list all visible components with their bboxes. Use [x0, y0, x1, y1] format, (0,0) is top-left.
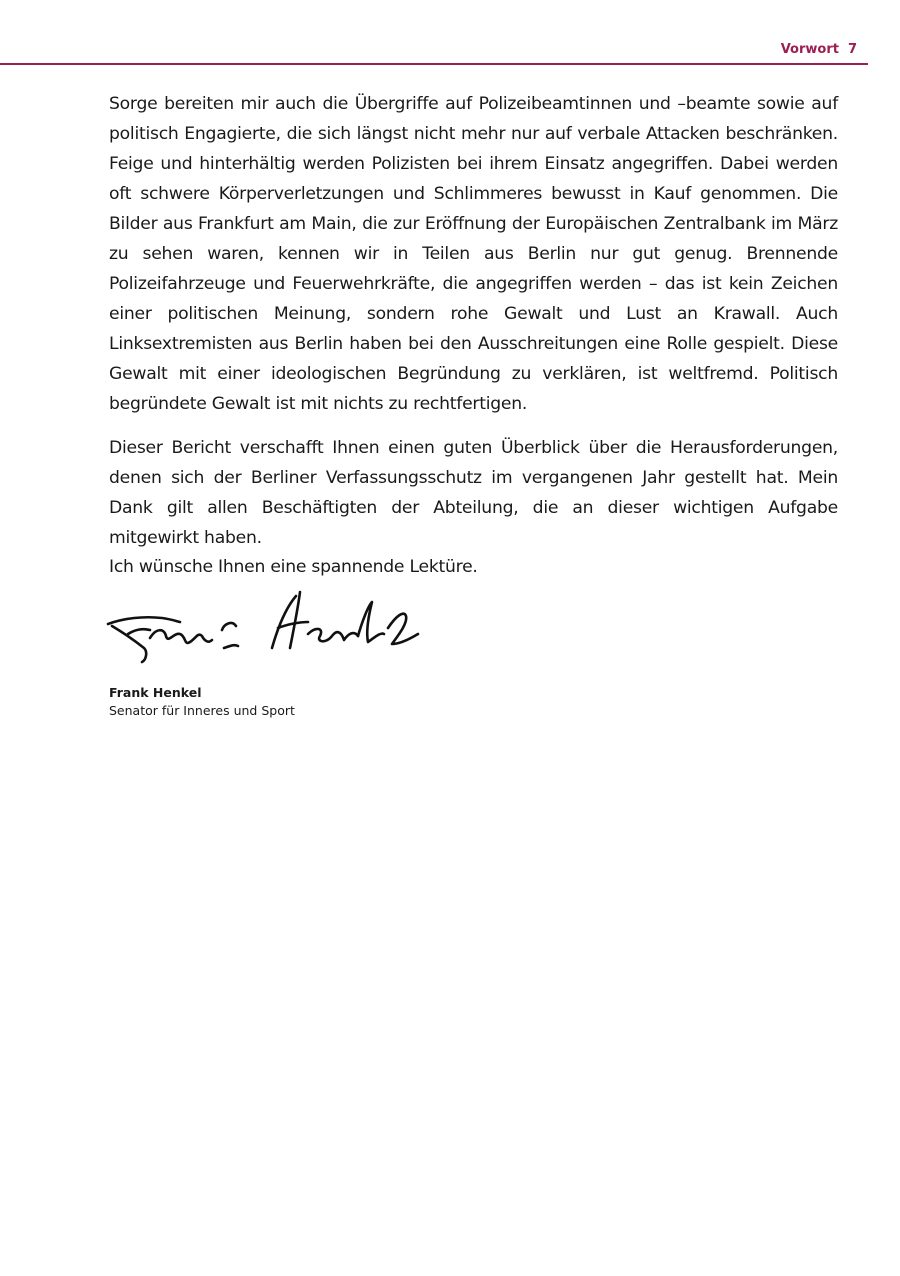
paragraph-1: Sorge bereiten mir auch die Übergriffe auf Polizeibeamtinnen und –beamte sowie auf politisch Engagierte, die sich längst nicht mehr nur auf verbale Attacken beschränken. Feige und hinterhältig werden Polizisten bei ihrem Einsatz angegriffen. Dabei werden oft schwere Körperverletzungen und Schlimmeres bewusst in Kauf genommen. Die Bilder aus Frankfurt am Main, die zur Eröffnung der Europäischen Zentralbank im März zu sehen waren, kennen wir in Teilen aus Berlin nur gut genug. Brennende Polizeifahrzeuge und Feuerwehrkräfte, die angegriffen werden – das ist kein Zeichen einer politischen Meinung, sondern rohe Gewalt und Lust an Krawall. Auch Linksextremisten aus Berlin haben bei den Ausschreitungen eine Rolle gespielt. Diese Gewalt mit einer ideologischen Begründung zu verklären, ist weltfremd. Politisch begründete Gewalt ist mit nichts zu rechtfertigen. [109, 94, 838, 414]
signature-image [104, 588, 424, 668]
section-title: Vorwort [780, 42, 839, 57]
page-number: 7 [847, 42, 857, 57]
running-header [781, 42, 857, 57]
header-rule [0, 63, 868, 65]
paragraph-2: Dieser Bericht verschafft Ihnen einen guten Überblick über die Herausforderungen, denen sich der Berliner Verfassungsschutz im vergangenen Jahr gestellt hat. Mein Dank gilt allen Beschäftigten der Abteilung, die an dieser wichtigen Aufgabe mitgewirkt haben. [109, 438, 838, 548]
body-text [109, 89, 838, 567]
signatory-name: Frank Henkel [109, 685, 202, 700]
closing-line: Ich wünsche Ihnen eine spannende Lektüre. [109, 557, 478, 577]
signatory-role: Senator für Inneres und Sport [109, 703, 295, 718]
